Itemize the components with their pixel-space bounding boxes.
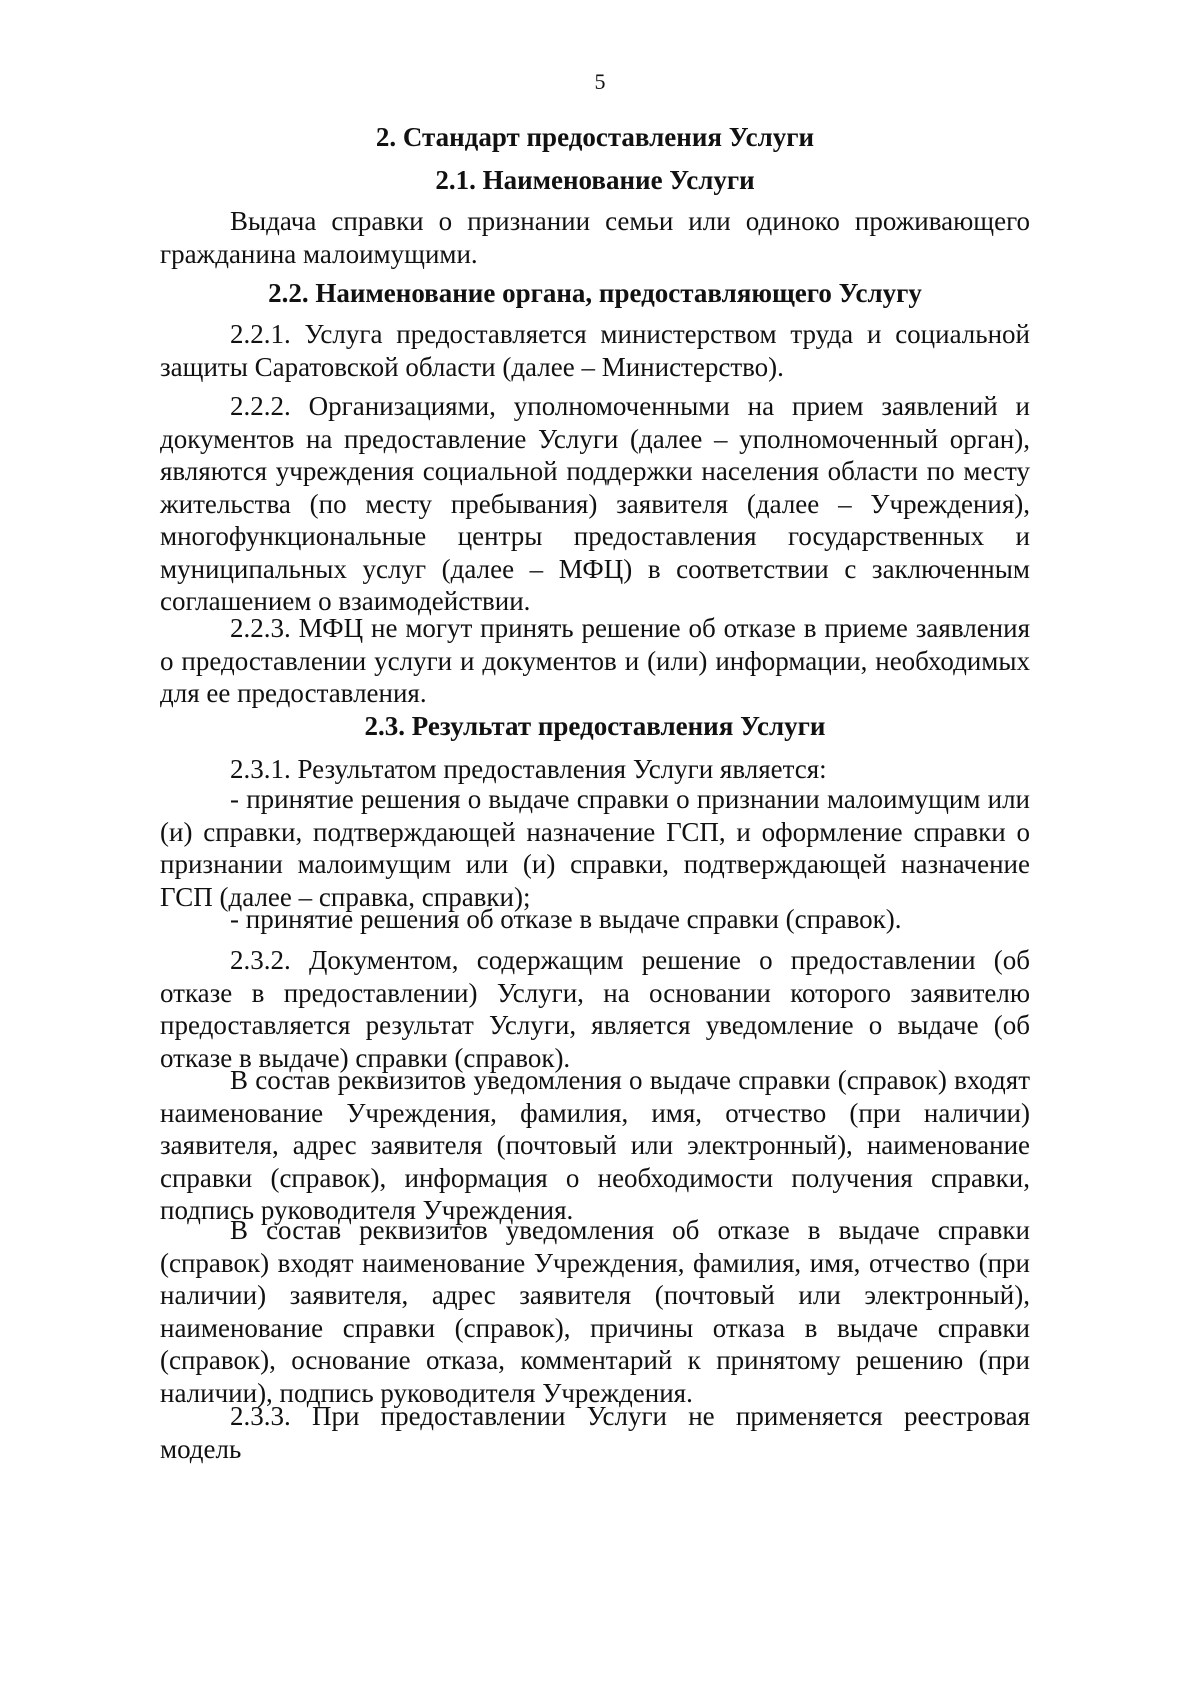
subsection-heading-2-3: 2.3. Результат предоставления Услуги [364, 711, 826, 741]
subsection-heading-2-1: 2.1. Наименование Услуги [435, 165, 755, 195]
paragraph-2-3-3-text: 2.3.3. При предоставлении Услуги не применяется реестровая модель [160, 1401, 1030, 1464]
paragraph-2-3-1 [160, 753, 1030, 786]
subsection-heading-2-2: 2.2. Наименование органа, предоставляющего Услугу [268, 278, 922, 308]
paragraph-2-3-2-issue-details [160, 1064, 1030, 1227]
paragraph-2-3-2 [160, 944, 1030, 1074]
paragraph-2-2-2 [160, 390, 1030, 618]
paragraph-2-3-2-text: 2.3.2. Документом, содержащим решение о предоставлении (об отказе в предоставлении) Услуги, на основании которого заявителю предоставляется результат Услуги, является уведомление о выдаче (об отказе в выдаче) справки (справок). [160, 945, 1030, 1073]
paragraph-2-2-1-text: 2.2.1. Услуга предоставляется министерством труда и социальной защиты Саратовской области (далее – Министерство). [160, 319, 1030, 382]
paragraph-2-3-2-refusal-details [160, 1214, 1030, 1409]
paragraph-2-2-2-text: 2.2.2. Организациями, уполномоченными на прием заявлений и документов на предоставление Услуги (далее – уполномоченный орган), являются учреждения социальной поддержки населения области по месту жительства (по месту пребывания) заявителя (далее – Учреждения), многофункциональные центры предоставления государственных и муниципальных услуг (далее – МФЦ) в соответствии с заключенным соглашением о взаимодействии. [160, 391, 1030, 616]
paragraph-2-3-3 [160, 1400, 1030, 1465]
section-heading: 2. Стандарт предоставления Услуги [375, 122, 815, 152]
paragraph-2-2-3 [160, 612, 1030, 710]
paragraph-2-3-2-refusal-details-text: В состав реквизитов уведомления об отказе в выдаче справки (справок) входят наименование Учреждения, фамилия, имя, отчество (при наличии) заявителя, адрес заявителя (почтовый или электронный), наименование справки (справок), причины отказа в выдаче справки (справок), основание отказа, комментарий к принятому решению (при наличии), подпись руководителя Учреждения. [160, 1215, 1030, 1408]
paragraph-2-1 [160, 205, 1030, 270]
page-number: 5 [594, 69, 606, 94]
paragraph-2-2-1 [160, 318, 1030, 383]
list-item-result-refusal [160, 903, 1030, 936]
list-item-result-issue [160, 783, 1030, 913]
list-item-result-issue-text: - принятие решения о выдаче справки о признании малоимущим или (и) справки, подтверждающей назначение ГСП, и оформление справки о признании малоимущим или (и) справки, подтверждающей назначение ГСП (далее – справка, справки); [160, 784, 1030, 912]
paragraph-2-3-1-text: 2.3.1. Результатом предоставления Услуги является: [230, 754, 827, 784]
paragraph-2-1-text: Выдача справки о признании семьи или одиноко проживающего гражданина малоимущими. [160, 206, 1030, 269]
paragraph-2-3-2-issue-details-text: В состав реквизитов уведомления о выдаче справки (справок) входят наименование Учреждения, фамилия, имя, отчество (при наличии) заявителя, адрес заявителя (почтовый или электронный), наименование справки (справок), информация о необходимости получения справки, подпись руководителя Учреждения. [160, 1065, 1030, 1225]
list-item-result-refusal-text: - принятие решения об отказе в выдаче справки (справок). [230, 904, 902, 934]
paragraph-2-2-3-text: 2.2.3. МФЦ не могут принять решение об отказе в приеме заявления о предоставлении услуги и документов и (или) информации, необходимых для ее предоставления. [160, 613, 1030, 708]
